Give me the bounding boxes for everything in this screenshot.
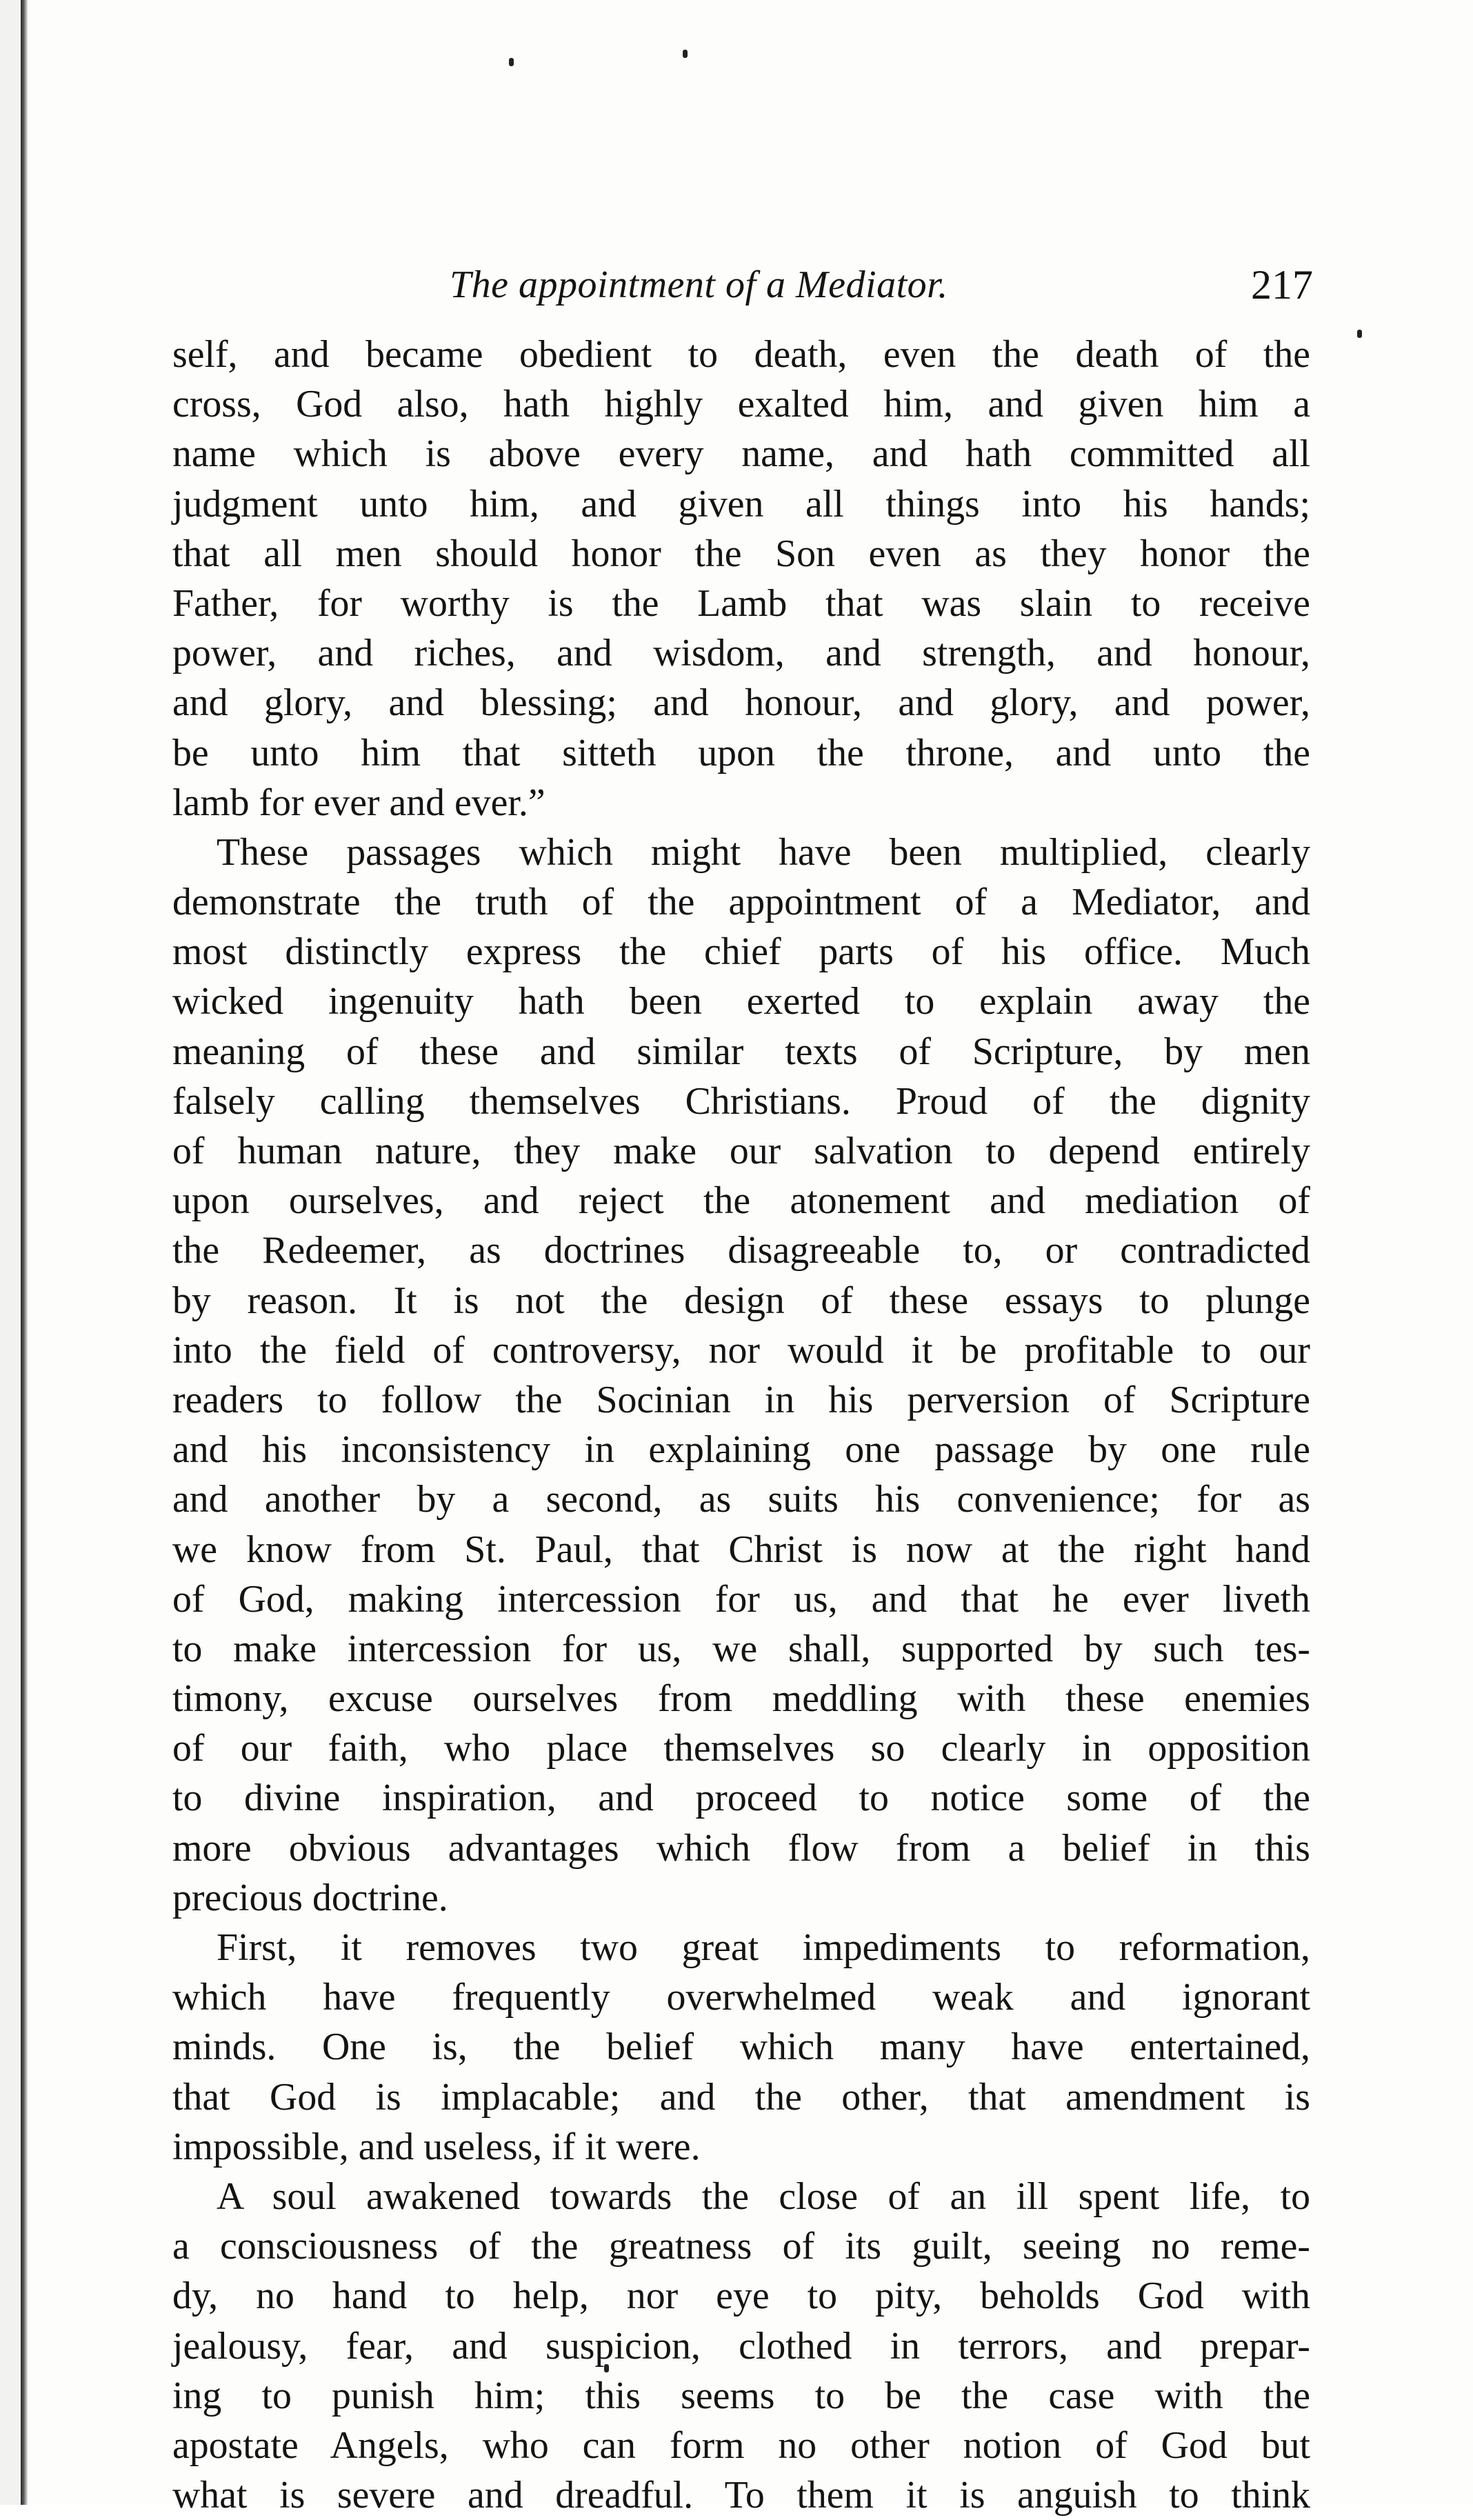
text-line: dy, no hand to help, nor eye to pity, beholds God with <box>172 2274 1310 2318</box>
text-line: readers to follow the Socinian in his perversion of Scripture <box>172 1378 1310 1421</box>
running-title: The appointment of a Mediator. <box>450 263 948 306</box>
text-line: that all men should honor the Son even as they honor the <box>172 532 1310 575</box>
text-line: wicked ingenuity hath been exerted to explain away the <box>172 980 1310 1023</box>
running-head <box>0 254 1473 316</box>
text-line: ing to punish him; this seems to be the case with the <box>172 2374 1310 2417</box>
text-line: self, and became obedient to death, even the death of the <box>172 333 1310 376</box>
text-line: A soul awakened towards the close of an ill spent life, to <box>217 2174 1310 2218</box>
text-line: demonstrate the truth of the appointment of a Mediator, and <box>172 881 1310 924</box>
text-line: jealousy, fear, and suspicion, clothed in terrors, and prepar- <box>172 2324 1310 2368</box>
page-number: 217 <box>1251 262 1313 308</box>
ink-speck <box>1357 330 1362 338</box>
text-line: falsely calling themselves Christians. Proud of the dignity <box>172 1079 1310 1123</box>
text-line: which have frequently overwhelmed weak and ignorant <box>172 1976 1310 2019</box>
text-line: impossible, and useless, if it were. <box>172 2125 701 2168</box>
body-text <box>172 330 1310 2520</box>
text-line: of human nature, they make our salvation to depend entirely <box>172 1130 1310 1172</box>
ink-speck <box>509 58 514 66</box>
text-line: and glory, and blessing; and honour, and glory, and power, <box>172 681 1310 725</box>
text-line: be unto him that sitteth upon the throne, and unto the <box>172 731 1310 774</box>
text-line: more obvious advantages which flow from a belief in this <box>172 1826 1310 1870</box>
ink-speck <box>683 50 688 58</box>
text-line: timony, excuse ourselves from meddling with these enemies <box>172 1677 1310 1721</box>
text-line: we know from St. Paul, that Christ is now at the right hand <box>172 1528 1310 1571</box>
text-line: minds. One is, the belief which many have entertained, <box>172 2026 1310 2069</box>
text-line: by reason. It is not the design of these essays to plunge <box>172 1279 1310 1322</box>
text-line: to make intercession for us, we shall, supported by such tes- <box>172 1627 1310 1670</box>
text-line: These passages which might have been multiplied, clearly <box>217 830 1310 874</box>
text-line: meaning of these and similar texts of Scripture, by men <box>172 1030 1310 1073</box>
text-line: apostate Angels, who can form no other notion of God but <box>172 2423 1310 2467</box>
text-line: into the field of controversy, nor would it be profitable to our <box>172 1328 1310 1372</box>
gutter-shadow <box>0 0 21 2505</box>
text-line: judgment unto him, and given all things into his hands; <box>172 482 1310 526</box>
text-line: lamb for ever and ever.” <box>172 781 545 824</box>
text-line: cross, God also, hath highly exalted him, and given him a <box>172 383 1310 426</box>
text-line: power, and riches, and wisdom, and strength, and honour, <box>172 632 1310 675</box>
text-line: precious doctrine. <box>172 1876 448 1919</box>
text-line: what is severe and dreadful. To them it is anguish to think <box>172 2474 1310 2517</box>
text-line: and his inconsistency in explaining one passage by one rule <box>172 1428 1310 1472</box>
text-line: of God, making intercession for us, and that he ever liveth <box>172 1577 1310 1621</box>
page-gutter-edge <box>21 0 28 2505</box>
text-line: and another by a second, as suits his convenience; for as <box>172 1478 1310 1521</box>
text-line: most distinctly express the chief parts of his office. Much <box>172 930 1310 974</box>
text-line: of our faith, who place themselves so clearly in opposition <box>172 1727 1310 1770</box>
text-line: that God is implacable; and the other, that amendment is <box>172 2075 1310 2119</box>
text-line: Father, for worthy is the Lamb that was slain to receive <box>172 581 1310 625</box>
text-line: upon ourselves, and reject the atonement and mediation of <box>172 1179 1310 1223</box>
text-line: name which is above every name, and hath committed all <box>172 432 1310 476</box>
text-line: to divine inspiration, and proceed to notice some of the <box>172 1777 1310 1820</box>
text-line: the Redeemer, as doctrines disagreeable to, or contradicted <box>172 1229 1310 1272</box>
text-line: First, it removes two great impediments to reformation, <box>217 1926 1310 1969</box>
text-line: a consciousness of the greatness of its guilt, seeing no reme- <box>172 2225 1310 2268</box>
